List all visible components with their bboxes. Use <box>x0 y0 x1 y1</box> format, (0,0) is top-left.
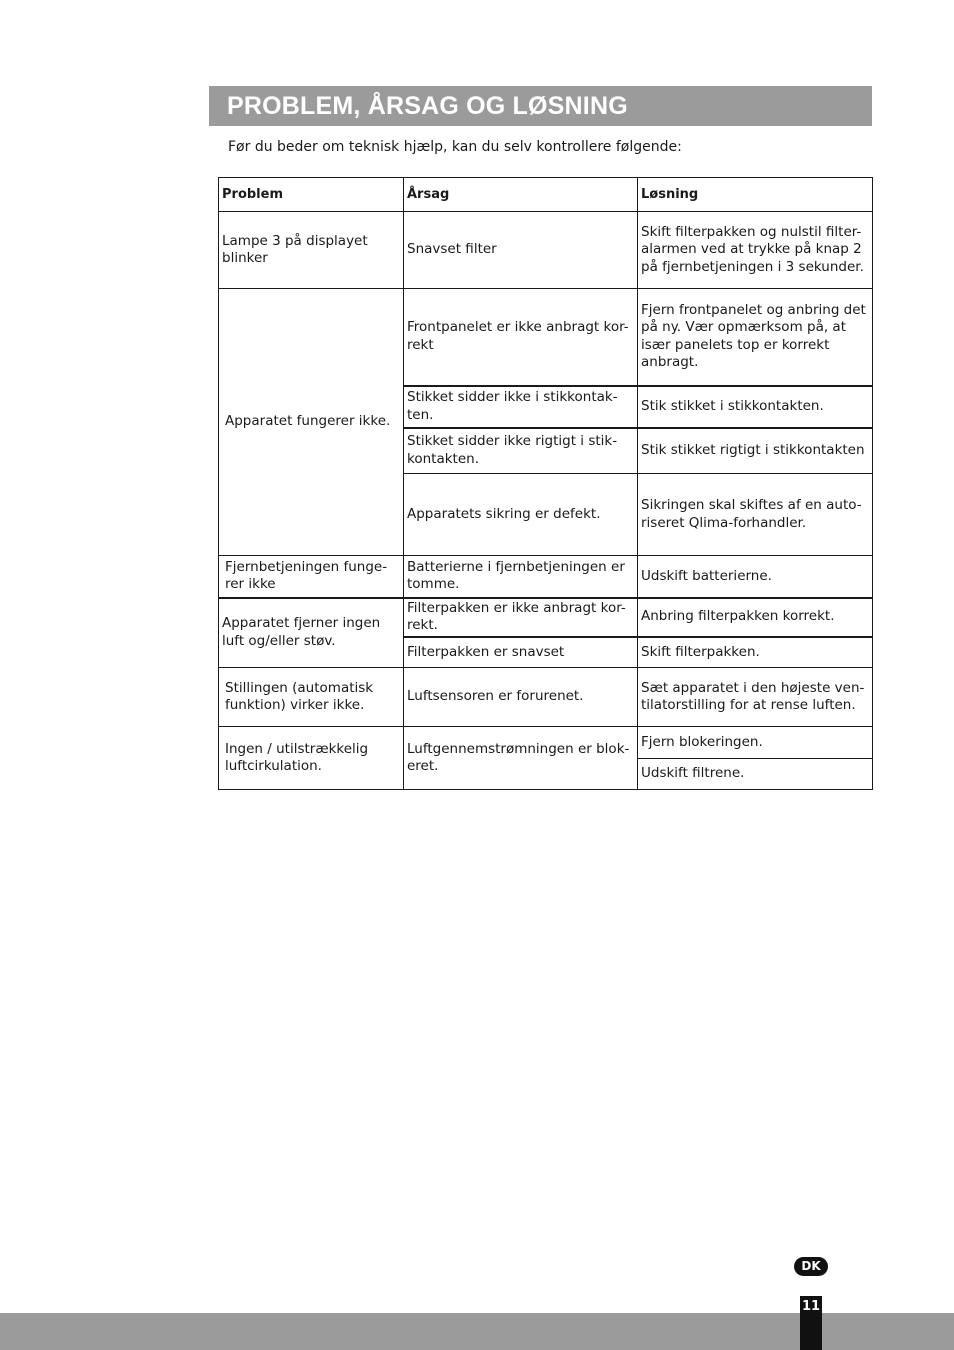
cause-cell: Filterpakken er snavset <box>404 637 638 668</box>
table-row <box>219 668 873 727</box>
table-row <box>219 556 873 598</box>
header-problem: Problem <box>219 178 404 212</box>
cause-cell: Frontpanelet er ikke anbragt kor-rekt <box>404 289 638 386</box>
intro-text: Før du beder om teknisk hjælp, kan du selv kontrollere følgende: <box>228 139 682 155</box>
solution-cell: Stik stikket i stikkontakten. <box>638 386 873 428</box>
solution-cell: Stik stikket rigtigt i stikkontakten <box>638 428 873 474</box>
solution-cell: Skift filterpakken. <box>638 637 873 668</box>
cause-cell: Luftsensoren er forurenet. <box>404 668 638 727</box>
solution-cell: Udskift filtrene. <box>638 759 873 790</box>
problem-cell: Fjernbetjeningen funge-rer ikke <box>219 556 404 598</box>
cause-cell: Batterierne i fjernbetjeningen er tomme. <box>404 556 638 598</box>
cause-cell: Apparatets sikring er defekt. <box>404 474 638 556</box>
cause-cell: Stikket sidder ikke i stikkontak-ten. <box>404 386 638 428</box>
cause-cell: Stikket sidder ikke rigtigt i stik-kontakten. <box>404 428 638 474</box>
solution-cell: Sikringen skal skiftes af en auto-riseret Qlima-forhandler. <box>638 474 873 556</box>
troubleshooting-table <box>218 177 873 790</box>
problem-cell: Apparatet fungerer ikke. <box>219 289 404 556</box>
table-row <box>219 727 873 759</box>
table-row <box>219 212 873 289</box>
page-title: PROBLEM, ÅRSAG OG LØSNING <box>227 92 628 120</box>
problem-cell: Stillingen (automatisk funktion) virker ikke. <box>219 668 404 727</box>
problem-cell: Apparatet fjerner ingen luft og/eller støv. <box>219 598 404 668</box>
problem-cell: Lampe 3 på displayet blinker <box>219 212 404 289</box>
table-row <box>219 598 873 637</box>
cause-cell: Snavset filter <box>404 212 638 289</box>
header-solution: Løsning <box>638 178 873 212</box>
solution-cell: Skift filterpakken og nulstil filter-alarmen ved at trykke på knap 2 på fjernbetjeningen i 3 sekunder. <box>638 212 873 289</box>
title-bar <box>209 86 872 126</box>
solution-cell: Fjern blokeringen. <box>638 727 873 759</box>
problem-cell: Ingen / utilstrækkelig luftcirkulation. <box>219 727 404 790</box>
solution-cell: Fjern frontpanelet og anbring det på ny. Vær opmærksom på, at især panelets top er korrekt anbragt. <box>638 289 873 386</box>
table-row <box>219 289 873 386</box>
language-badge: DK <box>794 1257 828 1276</box>
page-number: 11 <box>800 1296 822 1350</box>
cause-cell: Luftgennemstrømningen er blok-eret. <box>404 727 638 790</box>
header-cause: Årsag <box>404 178 638 212</box>
solution-cell: Sæt apparatet i den højeste ven-tilatorstilling for at rense luften. <box>638 668 873 727</box>
solution-cell: Anbring filterpakken korrekt. <box>638 598 873 637</box>
table-header-row <box>219 178 873 212</box>
solution-cell: Udskift batterierne. <box>638 556 873 598</box>
cause-cell: Filterpakken er ikke anbragt kor-rekt. <box>404 598 638 637</box>
